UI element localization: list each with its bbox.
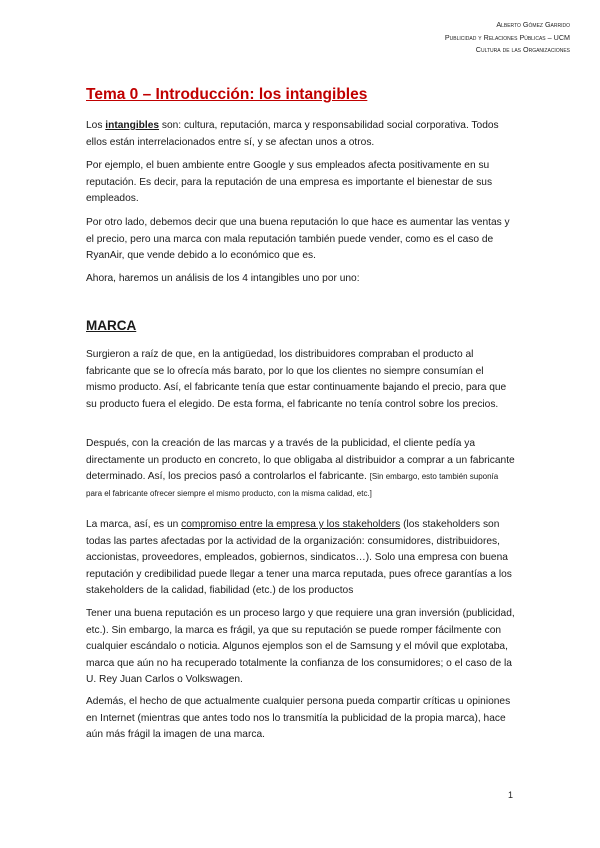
marca-paragraph-5: Además, el hecho de que actualmente cualquier persona pueda compartir críticas u opiniones en Internet (mientras que antes todo nos lo transmitía la publicidad de la propia marca), hace aún más frágil la imagen de una marca. bbox=[86, 696, 511, 740]
marca-paragraph-1: Surgieron a raíz de que, en la antigüedad, los distribuidores compraban el producto al fabricante que se lo ofrecía más barato, por lo que los clientes no siempre consumían el mismo producto. Así, el fabricante tenía que estar continuamente bajando el precio, para que su producto fuera el elegido. De esta forma, el fabricante no tenía control sobre los precios. bbox=[86, 349, 507, 410]
text-span: son: cultura, reputación, marca y responsabilidad social corporativa. Todos ellos están interrelacionados entre sí, y se afectan unos a otros. bbox=[86, 120, 499, 148]
marca-paragraph-2 bbox=[86, 436, 516, 502]
text-span: Después, con la creación de las marcas y a través de la publicidad, el cliente pedía ya directamente un producto en concreto, lo que obligaba al distribuidor a comprar a un fabricante determinado. Así, los precios pasó a controlarlos el fabricante. bbox=[86, 438, 515, 482]
header-degree: Publicidad y Relaciones Públicas – UCM bbox=[444, 32, 570, 42]
intro-paragraph-4: Ahora, haremos un análisis de los 4 intangibles uno por uno: bbox=[86, 273, 360, 284]
page-number: 1 bbox=[508, 790, 514, 800]
intro-paragraph-3: Por otro lado, debemos decir que una buena reputación lo que hace es aumentar las ventas y el precio, pero una marca con mala reputación también puede vender, como es el caso de RyanAir, que vende debido a lo económico que es. bbox=[86, 217, 510, 261]
marca-paragraph-4: Tener una buena reputación es un proceso largo y que requiere una gran inversión (publicidad, etc.). Sin embargo, la marca es frágil, ya que su reputación se puede romper fácilmente con cualquier escándalo o noticia. Algunos ejemplos son el de Samsung y el móvil que explotaba, marca que aún no ha recuperado totalmente la confianza de los consumidores; o el caso de la U. Rey Juan Carlos o Volkswagen. bbox=[86, 608, 515, 685]
section-heading-marca: MARCA bbox=[86, 318, 137, 333]
header-author: Alberto Gómez Garrido bbox=[496, 20, 570, 29]
text-span: (los stakeholders son todas las partes afectadas por la actividad de la organización: consumidores, distribuidores, accionistas, proveedores, empleados, gobiernos, sindicatos…). Solo una empresa con buena reputación y credibilidad puede llegar a tener una marca reputada, pues ofrece garantías a los stakeholders de la calidad, fiabilidad (etc.) de los productos bbox=[86, 519, 512, 596]
intro-paragraph-1 bbox=[86, 118, 516, 151]
compromiso-term: compromiso entre la empresa y los stakeholders bbox=[181, 519, 401, 530]
marca-note: [Sin embargo, esto también suponía para el fabricante ofrecer siempre el mismo producto, con la misma calidad, etc.] bbox=[86, 472, 499, 498]
intangibles-term: intangibles bbox=[105, 120, 160, 131]
text-span: La marca, así, es un bbox=[86, 519, 182, 530]
page-header bbox=[445, 19, 570, 57]
intro-paragraph-2: Por ejemplo, el buen ambiente entre Google y sus empleados afecta positivamente en su reputación. Es decir, para la reputación de una empresa es importante el bienestar de sus empleados. bbox=[86, 160, 493, 204]
text-span: Los bbox=[86, 120, 106, 131]
document-title: Tema 0 – Introducción: los intangibles bbox=[86, 86, 368, 103]
marca-paragraph-3 bbox=[86, 517, 516, 600]
header-course: Cultura de las Organizaciones bbox=[475, 45, 570, 54]
